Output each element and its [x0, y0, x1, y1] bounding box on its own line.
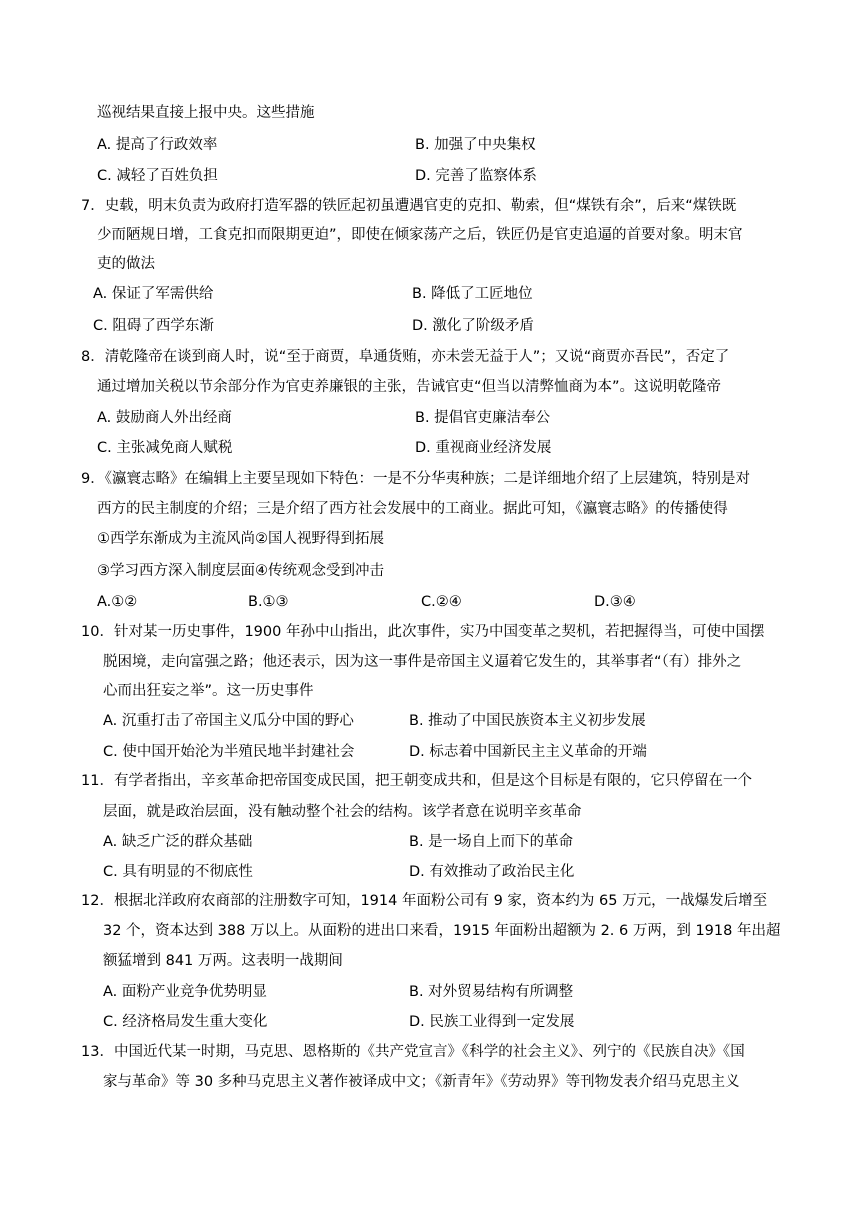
q10-option-a: A. 沉重打击了帝国主义瓜分中国的野心 [103, 713, 354, 729]
q7-option-d: D. 激化了阶级矛盾 [412, 318, 534, 334]
q10-text-line: 脱困境，走向富强之路；他还表示，因为这一事件是帝国主义逼着它发生的，其举事者“（有）排外之 [103, 654, 742, 670]
q8-option-c: C. 主张减免商人赋税 [97, 440, 233, 456]
q6-text-line: 巡视结果直接上报中央。这些措施 [97, 105, 315, 121]
q9-statement-line: ①西学东渐成为主流风尚②国人视野得到拓展 [97, 531, 384, 547]
q7-option-b: B. 降低了工匠地位 [412, 286, 533, 302]
q12-option-a: A. 面粉产业竞争优势明显 [103, 984, 267, 1000]
q9-text-line: 西方的民主制度的介绍；三是介绍了西方社会发展中的工商业。据此可知，《瀛寰志略》的传播使得 [97, 501, 728, 517]
q7-text-line: 7．史载，明末负责为政府打造军器的铁匠起初虽遭遇官吏的克扣、勒索，但“煤铁有余”，后来“煤铁既 [81, 198, 737, 214]
q9-option-a: A.①② [97, 594, 138, 610]
q11-option-d: D. 有效推动了政治民主化 [409, 864, 575, 880]
q10-text-line: 心而出狂妄之举”。这一历史事件 [103, 683, 314, 699]
q6-option-b: B. 加强了中央集权 [415, 137, 536, 153]
q10-option-c: C. 使中国开始沦为半殖民地半封建社会 [103, 744, 355, 760]
q7-option-a: A. 保证了军需供给 [93, 286, 214, 302]
q10-option-b: B. 推动了中国民族资本主义初步发展 [409, 713, 646, 729]
q7-text-line: 吏的做法 [97, 256, 155, 272]
q6-option-a: A. 提高了行政效率 [97, 137, 218, 153]
q7-option-c: C. 阻碍了西学东渐 [93, 318, 214, 334]
q8-option-a: A. 鼓励商人外出经商 [97, 410, 232, 426]
q8-text-line: 通过增加关税以节余部分作为官吏养廉银的主张，告诫官吏“但当以清弊恤商为本”。这说明乾隆帝 [97, 379, 722, 395]
q9-option-b: B.①③ [248, 594, 289, 610]
q9-option-c: C.②④ [421, 594, 462, 610]
q6-option-d: D. 完善了监察体系 [415, 168, 537, 184]
q12-option-b: B. 对外贸易结构有所调整 [409, 984, 574, 1000]
q13-text-line: 家与革命》等 30 多种马克思主义著作被译成中文；《新青年》《劳动界》等刊物发表介绍马克思主义 [103, 1074, 740, 1090]
q8-option-b: B. 提倡官吏廉洁奉公 [415, 410, 551, 426]
q12-option-d: D. 民族工业得到一定发展 [409, 1014, 575, 1030]
q12-option-c: C. 经济格局发生重大变化 [103, 1014, 268, 1030]
q8-option-d: D. 重视商业经济发展 [415, 440, 552, 456]
q13-text-line: 13．中国近代某一时期，马克思、恩格斯的《共产党宣言》《科学的社会主义》、列宁的《民族自决》《国 [81, 1044, 745, 1060]
q12-text-line: 额猛增到 841 万两。这表明一战期间 [103, 953, 343, 969]
q12-text-line: 12．根据北洋政府农商部的注册数字可知，1914 年面粉公司有 9 家，资本约为 65 万元，一战爆发后增至 [81, 893, 768, 909]
q10-text-line: 10．针对某一历史事件，1900 年孙中山指出，此次事件，实乃中国变革之契机，若把握得当，可使中国摆 [81, 624, 765, 640]
q12-text-line: 32 个，资本达到 388 万以上。从面粉的进出口来看，1915 年面粉出超额为 2. 6 万两，到 1918 年出超 [103, 923, 781, 939]
q7-text-line: 少而陋规日增，工食克扣而限期更迫”，即使在倾家荡产之后，铁匠仍是官吏追逼的首要对象。明末官 [97, 227, 743, 243]
q9-statement-line: ③学习西方深入制度层面④传统观念受到冲击 [97, 563, 384, 579]
q11-text-line: 11．有学者指出，辛亥革命把帝国变成民国，把王朝变成共和，但是这个目标是有限的，它只停留在一个 [81, 773, 752, 789]
q8-text-line: 8．清乾隆帝在谈到商人时，说“至于商贾，阜通货贿，亦未尝无益于人”；又说“商贾亦吾民”，否定了 [81, 349, 730, 365]
q9-option-d: D.③④ [594, 594, 636, 610]
q11-text-line: 层面，就是政治层面，没有触动整个社会的结构。该学者意在说明辛亥革命 [103, 804, 582, 820]
q11-option-b: B. 是一场自上而下的革命 [409, 834, 574, 850]
q9-text-line: 9．《瀛寰志略》在编辑上主要呈现如下特色：一是不分华夷种族；二是详细地介绍了上层建筑，特别是对 [81, 471, 750, 487]
q11-option-c: C. 具有明显的不彻底性 [103, 864, 253, 880]
q6-option-c: C. 减轻了百姓负担 [97, 168, 218, 184]
q10-option-d: D. 标志着中国新民主主义革命的开端 [409, 744, 647, 760]
q11-option-a: A. 缺乏广泛的群众基础 [103, 834, 253, 850]
